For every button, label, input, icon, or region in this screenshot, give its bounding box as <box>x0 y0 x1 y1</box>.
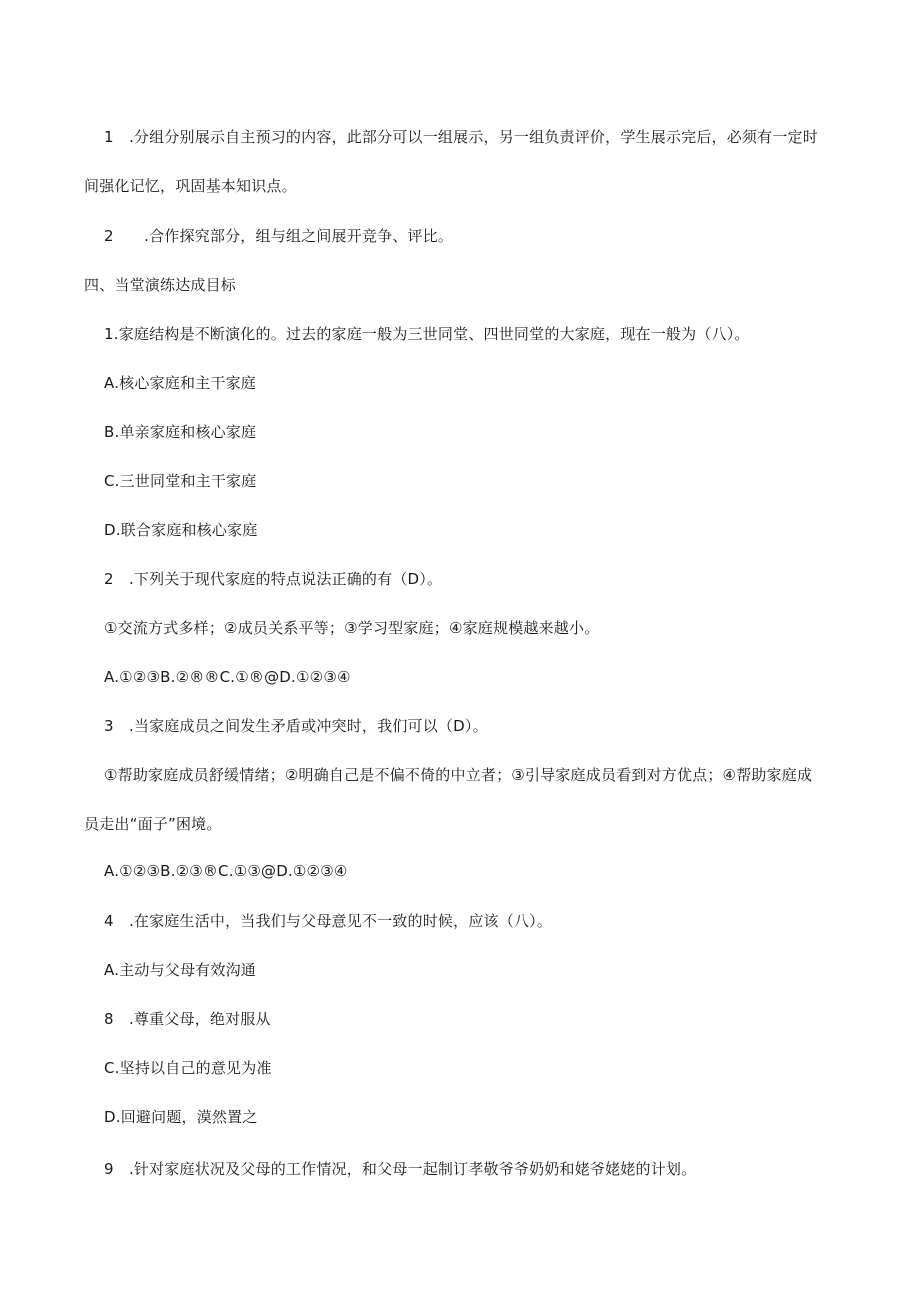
section-heading: 四、当堂演练达成目标 <box>84 276 237 294</box>
question-4: 4 .在家庭生活中，当我们与父母意见不一致的时候，应该（八）。 <box>104 912 553 930</box>
q4-option-a: A.主动与父母有效沟通 <box>104 961 256 979</box>
q2-statements: ①交流方式多样；②成员关系平等；③学习型家庭；④家庭规模越来越小。 <box>104 619 600 637</box>
q1-option-d: D.联合家庭和核心家庭 <box>104 521 258 539</box>
q1-option-a: A.核心家庭和主干家庭 <box>104 374 256 392</box>
paragraph-1-line-2: 间强化记忆，巩固基本知识点。 <box>84 177 297 195</box>
q1-option-c: C.三世同堂和主干家庭 <box>104 472 257 490</box>
paragraph-1-line-1: 1 .分组分别展示自主预习的内容，此部分可以一组展示，另一组负责评价，学生展示完后，必须有一定时 <box>104 128 818 146</box>
question-2: 2 .下列关于现代家庭的特点说法正确的有（D）。 <box>104 570 443 588</box>
question-3: 3 .当家庭成员之间发生矛盾或冲突时，我们可以（D）。 <box>104 717 488 735</box>
q4-option-d: D.回避问题，漠然置之 <box>104 1108 258 1126</box>
q3-options: A.①②③B.②③®C.①③@D.①②③④ <box>104 862 348 880</box>
q3-statements-line-1: ①帮助家庭成员舒缓情绪；②明确自己是不偏不倚的中立者；③引导家庭成员看到对方优点；④帮助家庭成 <box>104 766 813 784</box>
q3-statements-line-2: 员走出“面子”困境。 <box>84 815 222 833</box>
q4-option-c: C.坚持以自己的意见为准 <box>104 1059 272 1077</box>
q2-options: A.①②③B.②®®C.①®@D.①②③④ <box>104 668 351 686</box>
paragraph-2: 2 .合作探究部分，组与组之间展开竞争、评比。 <box>104 227 454 245</box>
item-9: 9 .针对家庭状况及父母的工作情况，和父母一起制订孝敬爷爷奶奶和姥爷姥姥的计划。 <box>104 1160 697 1178</box>
q4-option-b: 8 .尊重父母，绝对服从 <box>104 1010 271 1028</box>
q1-option-b: B.单亲家庭和核心家庭 <box>104 423 257 441</box>
question-1: 1.家庭结构是不断演化的。过去的家庭一般为三世同堂、四世同堂的大家庭，现在一般为（八）。 <box>104 325 750 343</box>
